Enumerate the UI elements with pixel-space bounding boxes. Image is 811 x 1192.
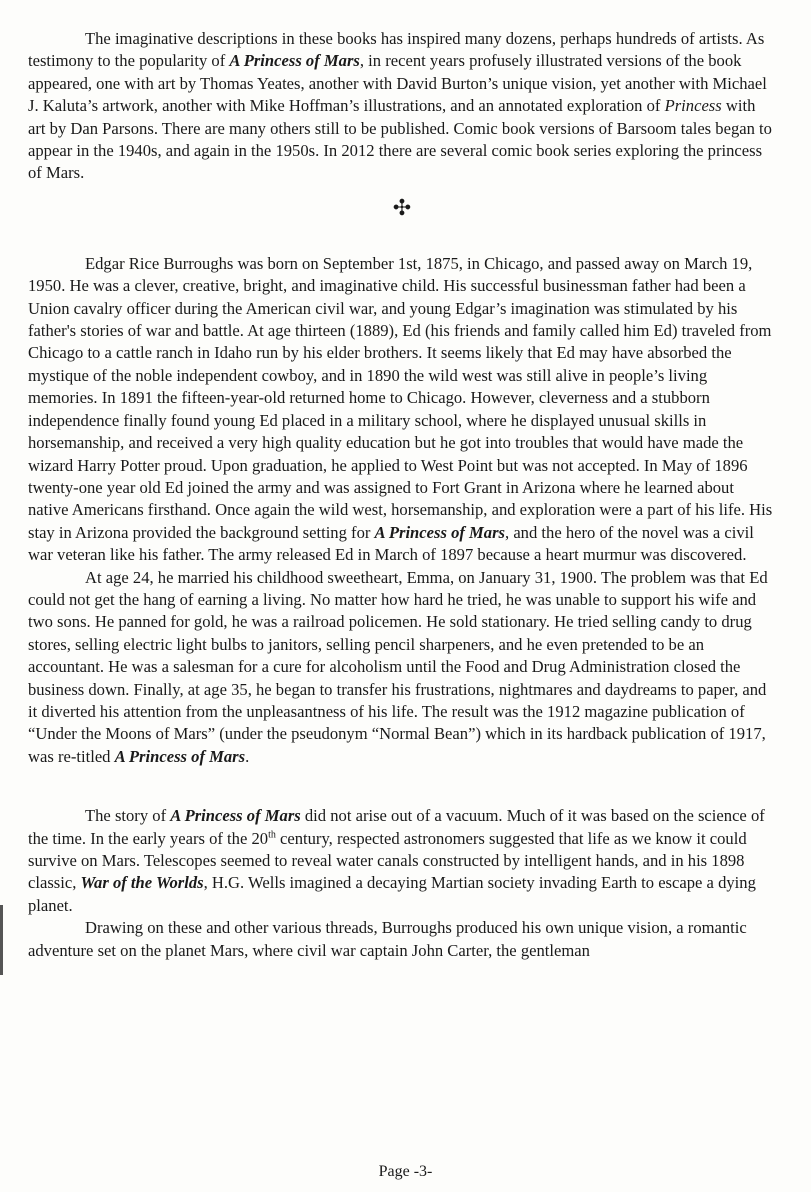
text-run: The imaginative descriptions in these books has inspired many dozens, perhaps hundreds of artists. As testimony to the popularity of bbox=[28, 29, 765, 71]
superscript: th bbox=[268, 829, 276, 841]
text-run: century, respected astronomers suggested that life as we know it could survive on Mars. Telescopes seemed to reveal water canals constructed by intelligent hands, and in his 1898 classic, bbox=[28, 828, 747, 893]
book-title: A Princess of Mars bbox=[374, 522, 506, 542]
paragraph-biography bbox=[28, 253, 776, 567]
book-title: A Princess of Mars bbox=[229, 51, 360, 71]
page-number: Page -3- bbox=[378, 1163, 433, 1180]
book-title: A Princess of Mars bbox=[170, 806, 301, 826]
paragraph-science bbox=[28, 805, 776, 917]
scan-edge-mark bbox=[0, 905, 3, 975]
text-run: Drawing on these and other various threads, Burroughs produced his own unique vision, a romantic adventure set on the planet Mars, where civil war captain John Carter, the gentleman bbox=[28, 918, 747, 960]
book-title: Princess bbox=[664, 96, 722, 116]
text-run: . bbox=[245, 746, 250, 766]
text-run: did not arise out of a vacuum. Much of it was based on the science of the time. In the early years of the 20 bbox=[28, 806, 765, 848]
paragraph-vision bbox=[28, 917, 776, 962]
text-run: , H.G. Wells imagined a decaying Martian society invading Earth to escape a dying planet. bbox=[28, 873, 756, 915]
text-run: Edgar Rice Burroughs was born on September 1st, 1875, in Chicago, and passed away on March 19, 1950. He was a clever, creative, bright, and imaginative child. His successful businessman father had been a Union cavalry officer during the American civil war, and young Edgar’s imagination was stimulated by his father's stories of war and battle. At age thirteen (1889), Ed (his friends and family called him Ed) traveled from Chicago to a cattle ranch in Idaho run by his elder brothers. It seems likely that Ed may have absorbed the mystique of the noble independent cowboy, and in 1890 the wild west was still alive in people’s living memories. In 1891 the fifteen-year-old returned home to Chicago. However, cleverness and a stubborn independence finally found young Ed placed in a military school, where he displayed unusual skills in horsemanship, and received a very high quality education but he got into troubles that would have made the wizard Harry Potter proud. Upon graduation, he applied to West Point but was not accepted. In May of 1896 twenty-one year old Ed joined the army and was assigned to Fort Grant in Arizona where he learned about native Americans firsthand. Once again the wild west, horsemanship, and exploration were a part of his life. His stay in Arizona provided the background setting for bbox=[28, 253, 773, 542]
text-run: At age 24, he married his childhood sweetheart, Emma, on January 31, 1900. The problem was that Ed could not get the hang of earning a living. No matter how hard he tried, he was unable to support his wife and two sons. He panned for gold, he was a railroad policemen. He sold stationary. He tried selling candy to drug stores, selling electric light bulbs to janitors, selling pencil sharpeners, and he even pretended to be an accountant. He was a salesman for a cure for alcoholism until the Food and Drug Administration closed the business down. Finally, at age 35, he began to transfer his frustrations, nightmares and daydreams to paper, and it diverted his attention from the unpleasantness of his life. The result was the 1912 magazine publication of “Under the Moons of Mars” (under the pseudonym “Normal Bean”) which in its hardback publication of 1917, was re-titled bbox=[28, 567, 768, 766]
text-run: The story of bbox=[85, 806, 171, 826]
text-run: , in recent years profusely illustrated versions of the book appeared, one with art by Thomas Yeates, another with David Burton’s unique vision, yet another with Michael J. Kaluta’s artwork, another with Mike Hoffman’s illustrations, and an annotated exploration of bbox=[28, 51, 767, 116]
page-body bbox=[28, 28, 776, 962]
book-title: A Princess of Mars bbox=[114, 746, 246, 766]
paragraph-career bbox=[28, 567, 776, 769]
book-title: War of the Worlds bbox=[80, 873, 204, 893]
section-divider-ornament-icon: ✣ bbox=[392, 194, 412, 220]
text-run: with art by Dan Parsons. There are many others still to be published. Comic book versions of Barsoom tales began to appear in the 1940s, and again in the 1950s. In 2012 there are several comic book series exploring the princess of Mars. bbox=[28, 96, 772, 183]
paragraph-artists bbox=[28, 28, 776, 185]
text-run: , and the hero of the novel was a civil war veteran like his father. The army released Ed in March of 1897 because a heart murmur was discovered. bbox=[28, 522, 754, 565]
